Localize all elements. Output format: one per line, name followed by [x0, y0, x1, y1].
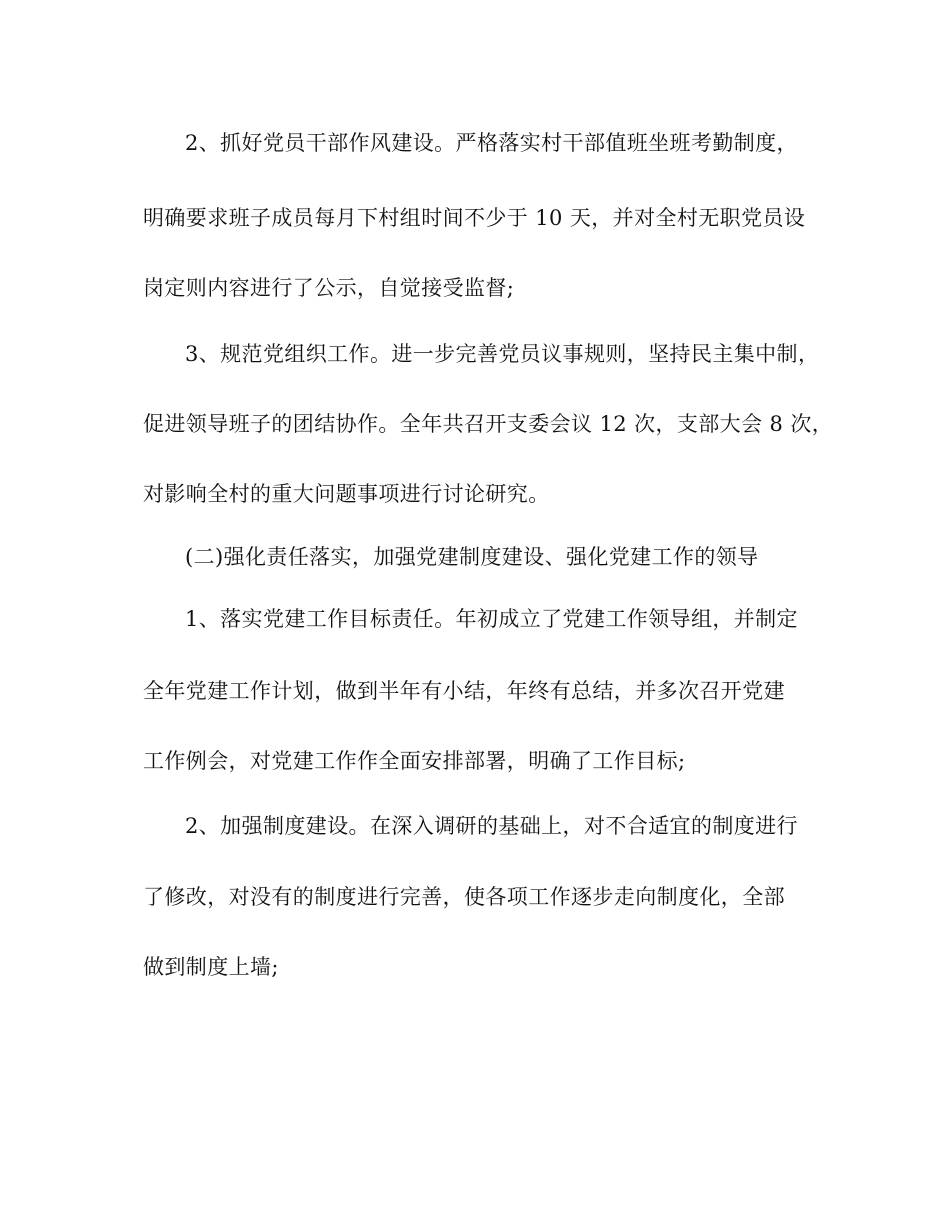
paragraph-line: 做到制度上墙;	[143, 955, 279, 979]
paragraph-line: 促进领导班子的团结协作。全年共召开支委会议 12 次，支部大会 8 次，	[143, 412, 834, 436]
paragraph-line: 2、抓好党员干部作风建设。严格落实村干部值班坐班考勤制度，	[185, 131, 798, 155]
paragraph-line: 工作例会，对党建工作作全面安排部署，明确了工作目标;	[143, 749, 686, 773]
paragraph-line: 了修改，对没有的制度进行完善，使各项工作逐步走向制度化，全部	[143, 885, 785, 909]
paragraph-line: 3、规范党组织工作。进一步完善党员议事规则，坚持民主集中制，	[185, 342, 820, 366]
paragraph-line: 全年党建工作计划，做到半年有小结，年终有总结，并多次召开党建	[143, 679, 785, 703]
section-heading: (二)强化责任落实，加强党建制度建设、强化党建工作的领导	[185, 545, 759, 569]
paragraph-line: 对影响全村的重大问题事项进行讨论研究。	[143, 482, 550, 506]
paragraph-line: 1、落实党建工作目标责任。年初成立了党建工作领导组，并制定	[185, 607, 798, 631]
paragraph-line: 2、加强制度建设。在深入调研的基础上，对不合适宜的制度进行	[185, 814, 798, 838]
paragraph-line: 明确要求班子成员每月下村组时间不少于 10 天，并对全村无职党员设	[143, 206, 806, 230]
paragraph-line: 岗定则内容进行了公示，自觉接受监督;	[143, 276, 515, 300]
